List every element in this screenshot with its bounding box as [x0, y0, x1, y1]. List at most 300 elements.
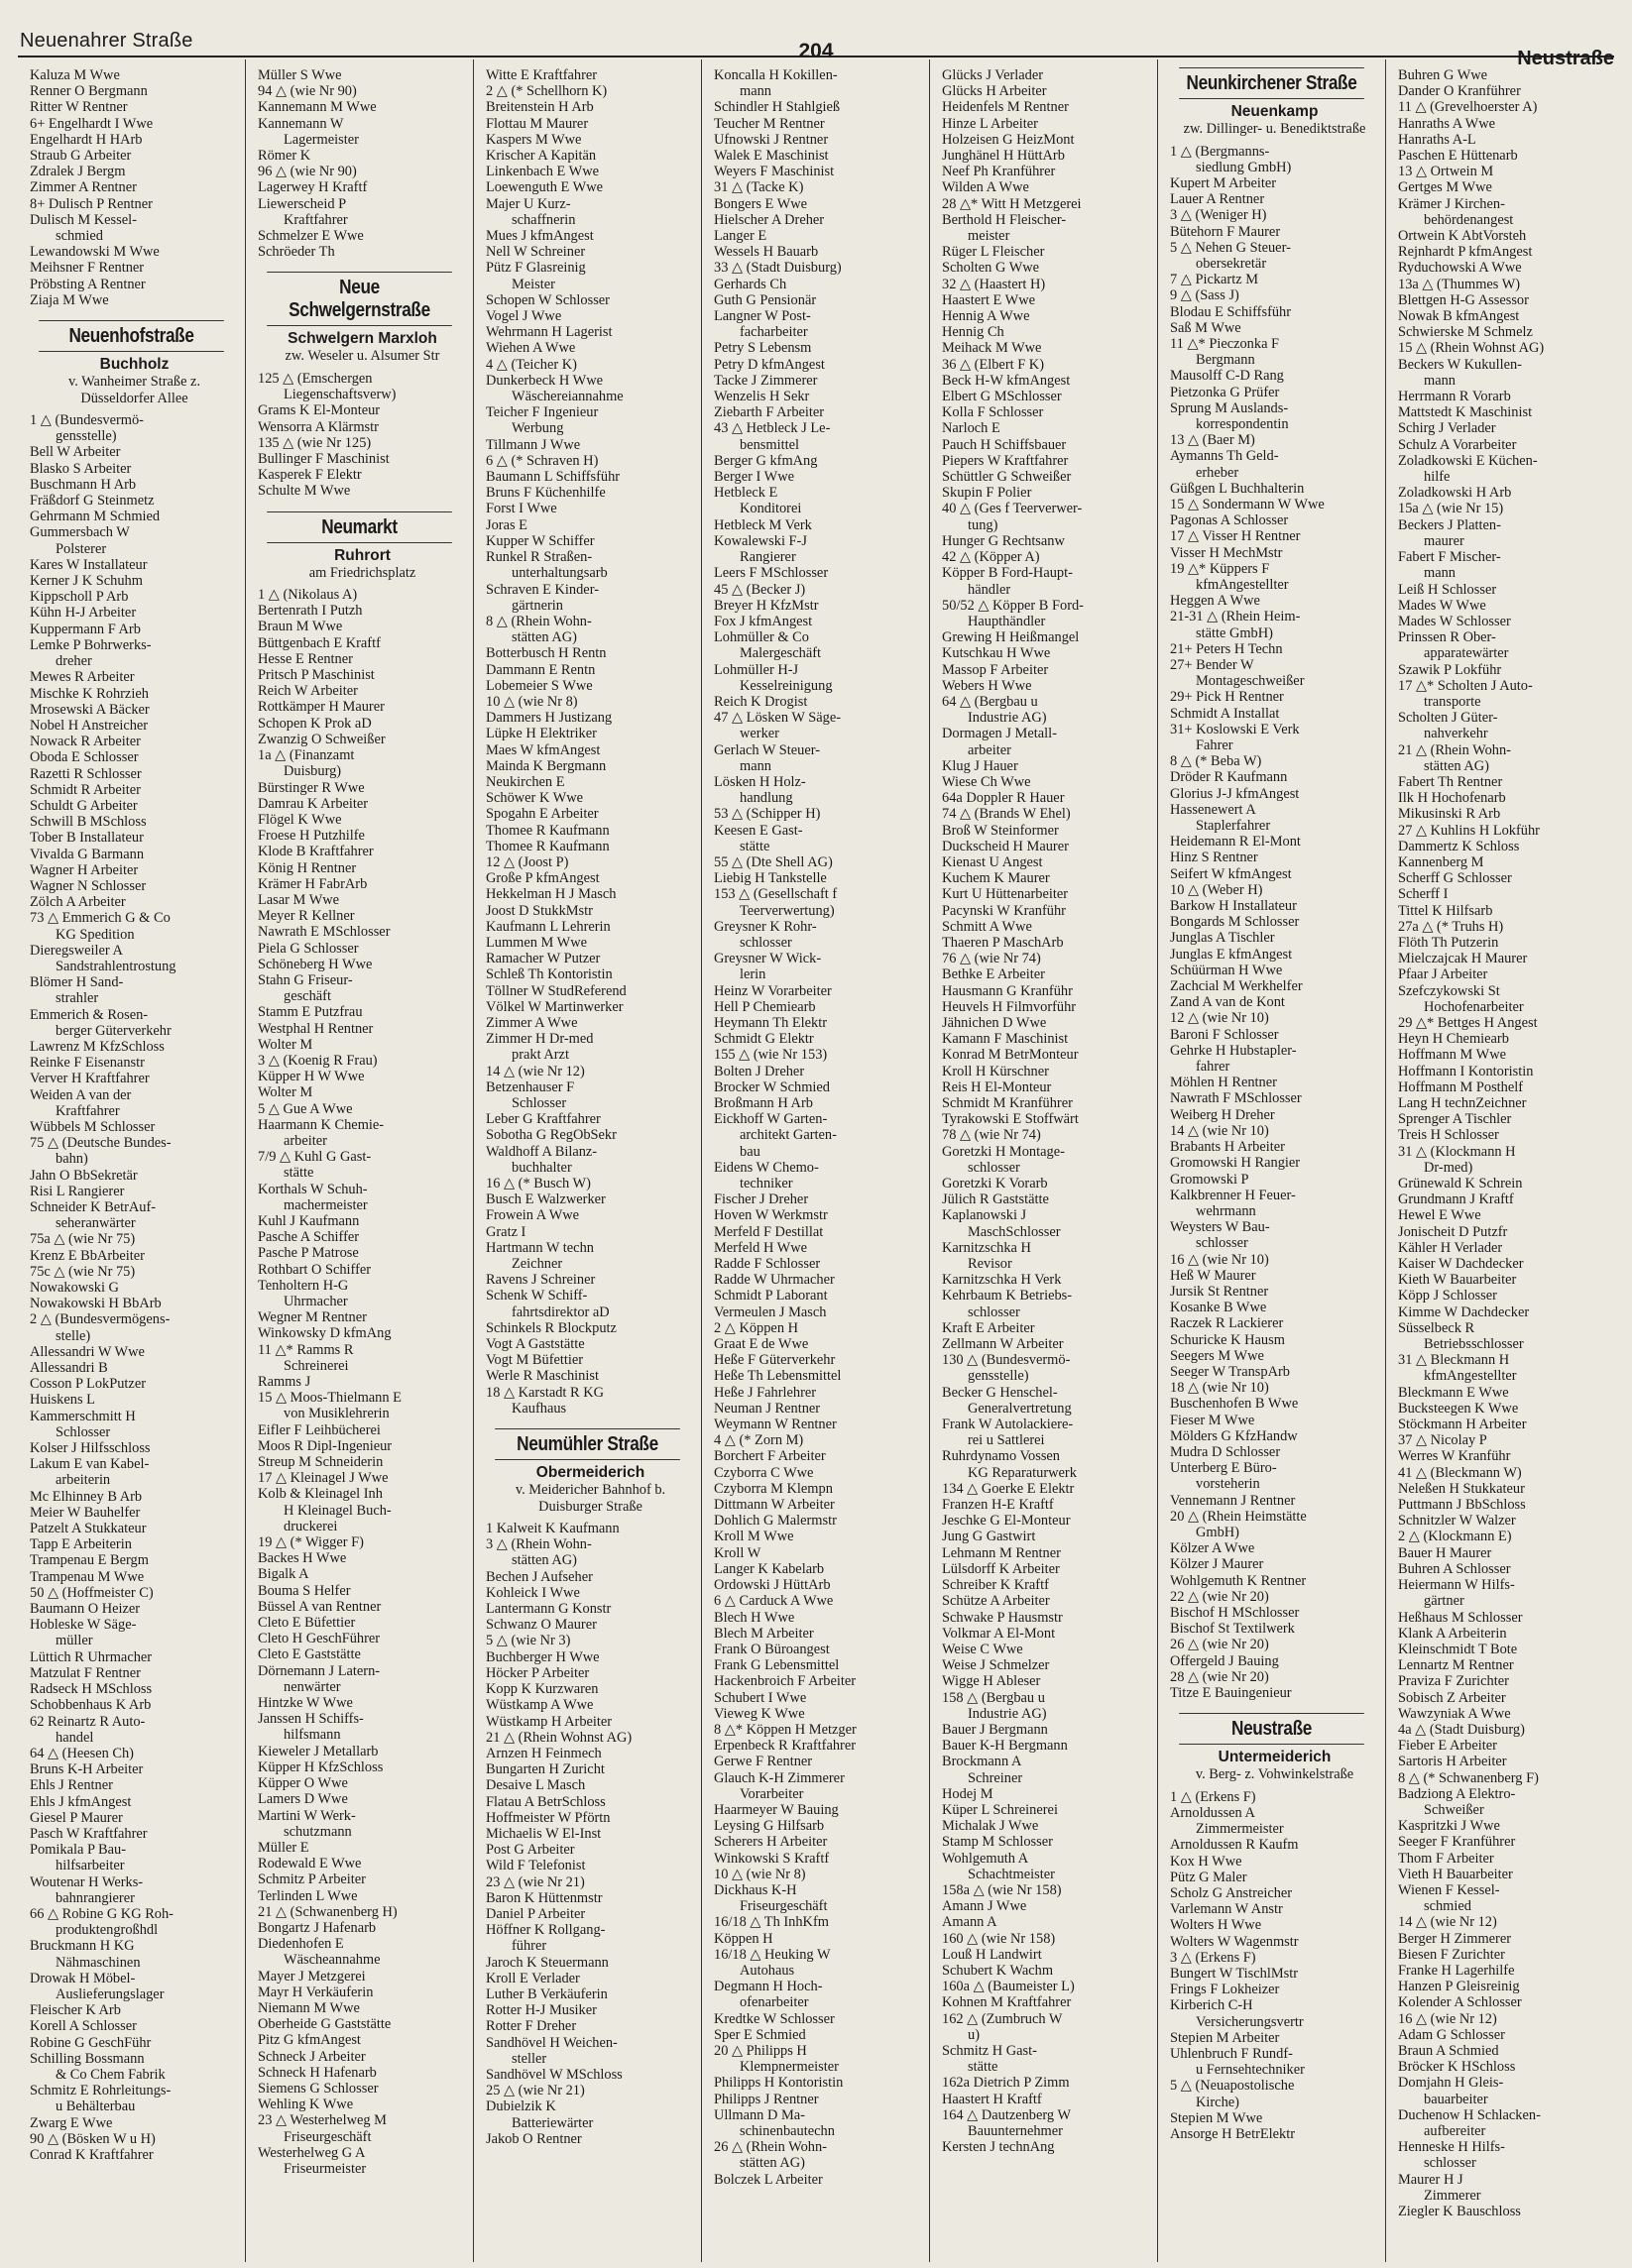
entry-continuation: Klempnermeister [740, 2059, 839, 2076]
directory-entry: 15 △ (Rhein Wohnst AG) [1398, 340, 1545, 357]
entry-continuation: gensstelle) [968, 1368, 1029, 1385]
directory-entry: Schwill B MSchloss [30, 814, 147, 831]
directory-entry: Amann A [942, 1914, 997, 1931]
directory-entry: 26 △ (wie Nr 20) [1170, 1637, 1269, 1653]
directory-entry: Mainda K Bergmann [486, 757, 607, 774]
directory-entry: 11 △ (Grevelhoerster A) [1398, 99, 1538, 116]
directory-entry: Pröbsting A Rentner [30, 276, 146, 292]
directory-entry: Trampenau M Wwe [30, 1568, 145, 1585]
entry-continuation: Industrie AG) [968, 710, 1047, 727]
directory-entry: Mikusinski R Arb [1398, 806, 1501, 823]
directory-entry: Froese H Putzhilfe [258, 828, 365, 845]
directory-entry: Schneck H Hafenarb [258, 2064, 377, 2081]
entry-continuation: Bauunternehmer [968, 2123, 1063, 2139]
directory-entry: Heuvels H Filmvorführ [942, 998, 1077, 1015]
directory-entry: Radde W Uhrmacher [714, 1272, 835, 1289]
directory-entry: Bauer K-H Bergmann [942, 1738, 1068, 1755]
entry-continuation: stätten AG) [740, 2155, 805, 2172]
directory-entry: Paschen E Hüttenarb [1398, 148, 1518, 165]
directory-entry: Jeschke G El-Monteur [942, 1513, 1071, 1530]
entry-continuation: Schreinerei [284, 1357, 349, 1374]
directory-entry: Schwierske M Schmelz [1398, 324, 1533, 341]
directory-entry: Schindler H Stahlgieß [714, 99, 841, 116]
directory-entry: Borchert F Arbeiter [714, 1448, 826, 1465]
directory-entry: Heyn H Chemiearb [1398, 1031, 1509, 1048]
directory-entry: 162 △ (Zumbruch W [942, 2010, 1063, 2027]
directory-entry: Spogahn E Arbeiter [486, 806, 599, 823]
directory-entry: Schwanz O Maurer [486, 1617, 597, 1634]
entry-continuation: mann [1424, 372, 1456, 389]
street-heading: Neumühler Straße [495, 1428, 680, 1460]
directory-entry: Bruckmann H KG [30, 1938, 135, 1955]
entry-continuation: schlosser [968, 1159, 1020, 1176]
directory-entry: Wolters H Wwe [1170, 1917, 1262, 1934]
directory-entry: Beckers W Kukullen- [1398, 356, 1522, 373]
directory-entry: Jaroch K Steuermann [486, 1954, 609, 1971]
directory-entry: Meihack M Wwe [942, 340, 1042, 357]
directory-entry: Blodau E Schiffsführ [1170, 303, 1292, 320]
directory-entry: 17 △ Visser H Rentner [1170, 528, 1301, 545]
directory-entry: 16 △ (* Busch W) [486, 1176, 591, 1192]
directory-entry: Konrad M BetrMonteur [942, 1047, 1079, 1064]
directory-entry: 27a △ (* Truhs H) [1398, 918, 1504, 935]
directory-entry: 162a Dietrich P Zimm [942, 2075, 1070, 2092]
entry-continuation: MaschSchlosser [968, 1223, 1061, 1240]
directory-entry: Seegers M Wwe [1170, 1347, 1264, 1364]
directory-entry: Mrosewski A Bäcker [30, 701, 150, 718]
directory-entry: Schleß Th Kontoristin [486, 966, 613, 983]
directory-entry: 27 △ Kuhlins H Lokführ [1398, 822, 1540, 839]
directory-entry: Lösken H Holz- [714, 773, 806, 790]
directory-entry: Lauer A Rentner [1170, 191, 1265, 208]
directory-entry: Völkel W Martinwerker [486, 998, 624, 1015]
directory-entry: Bongartz J Hafenarb [258, 1919, 377, 1936]
directory-entry: Schenk W Schiff- [486, 1288, 588, 1304]
directory-entry: Arnoldussen A [1170, 1804, 1255, 1821]
directory-entry: Neuman J Rentner [714, 1400, 821, 1417]
directory-entry: 5 △ Gue A Wwe [258, 1100, 353, 1117]
directory-entry: 160 △ (wie Nr 158) [942, 1930, 1056, 1947]
column-3 [474, 59, 702, 2262]
directory-entry: Fischer J Dreher [714, 1191, 809, 1208]
entry-continuation: Betriebsschlosser [1424, 1336, 1524, 1353]
directory-entry: Bongards M Schlosser [1170, 914, 1300, 931]
directory-entry: Niemann M Wwe [258, 1999, 360, 2016]
entry-continuation: schlosser [740, 934, 792, 951]
directory-entry: Blech H Wwe [714, 1609, 795, 1626]
directory-entry: 1a △ (Finanzamt [258, 747, 355, 764]
entry-continuation: seheranwärter [56, 1215, 136, 1232]
directory-entry: Dubielzik K [486, 2098, 556, 2115]
directory-entry: Rotter H-J Musiker [486, 2002, 597, 2019]
directory-entry: Sobisch Z Arbeiter [1398, 1689, 1506, 1706]
directory-entry: Bolczek L Arbeiter [714, 2171, 823, 2188]
directory-entry: Blettgen H-G Assessor [1398, 291, 1529, 308]
directory-entry: Hanraths A-L [1398, 131, 1476, 148]
entry-continuation: Kesselreinigung [740, 677, 833, 694]
directory-columns [18, 59, 1614, 2262]
directory-entry: Woutenar H Werks- [30, 1873, 144, 1890]
district-name: Neuenkamp [1230, 103, 1319, 120]
directory-entry: Mades W Wwe [1398, 597, 1486, 614]
directory-entry: Gertges M Wwe [1398, 179, 1492, 196]
directory-entry: Frank W Autolackiere- [942, 1417, 1074, 1433]
directory-entry: Klank A Arbeiterin [1398, 1625, 1507, 1642]
directory-entry: Unterberg E Büro- [1170, 1460, 1277, 1477]
directory-entry: 16 △ (wie Nr 12) [1398, 2010, 1497, 2027]
directory-entry: Kersten J technAng [942, 2139, 1055, 2156]
directory-entry: Weiberg H Dreher [1170, 1106, 1275, 1123]
directory-entry: Lang H technZeichner [1398, 1095, 1527, 1111]
directory-entry: Schröeder Th [258, 244, 335, 261]
directory-entry: Grewing H Heißmangel [942, 629, 1080, 646]
directory-entry: Flöth Th Putzerin [1398, 934, 1499, 951]
directory-entry: Zölch A Arbeiter [30, 894, 126, 911]
entry-continuation: schlosser [968, 1304, 1020, 1320]
entry-continuation: H Kleinagel Buch- [284, 1502, 392, 1519]
entry-continuation: stätten AG) [1424, 757, 1489, 774]
entry-continuation: stätte [740, 838, 770, 854]
directory-entry: Ziebarth F Arbeiter [714, 404, 825, 421]
directory-entry: Dammertz K Schloss [1398, 838, 1520, 854]
entry-continuation: Malergeschäft [740, 645, 822, 662]
entry-continuation: meister [968, 228, 1010, 245]
directory-entry: Dulisch M Kessel- [30, 211, 137, 228]
directory-entry: Straub G Arbeiter [30, 148, 132, 165]
entry-continuation: rei u Sattlerei [968, 1432, 1045, 1449]
directory-entry: Stepien M Arbeiter [1170, 2029, 1280, 2046]
entry-continuation: Generalvertretung [968, 1400, 1072, 1417]
directory-entry: 21 △ (Rhein Wohnst AG) [486, 1729, 633, 1746]
entry-continuation: Montageschweißer [1196, 673, 1305, 690]
directory-entry: Kolender A Schlosser [1398, 1994, 1522, 2011]
entry-continuation: schutzmann [284, 1823, 352, 1840]
directory-entry: Daniel P Arbeiter [486, 1905, 586, 1922]
directory-entry: Küpper H W Wwe [258, 1069, 365, 1085]
column-2 [246, 59, 474, 2262]
directory-entry: Szawik P Lokführ [1398, 661, 1502, 678]
directory-entry: Bauer J Bergmann [942, 1721, 1048, 1738]
directory-entry: Ravens J Schreiner [486, 1272, 596, 1289]
entry-continuation: strahler [56, 990, 99, 1007]
directory-entry: Duckscheid H Maurer [942, 838, 1069, 854]
directory-entry: Frings F Lokheizer [1170, 1982, 1280, 1998]
entry-continuation: Friseurgeschäft [740, 1898, 828, 1915]
directory-entry: Zimmer A Rentner [30, 179, 137, 196]
directory-entry: Tillmann J Wwe [486, 436, 581, 453]
directory-entry: Mielczajcak H Maurer [1398, 951, 1528, 967]
directory-entry: 42 △ (Köpper A) [942, 549, 1040, 566]
directory-entry: 3 △ (Koenig R Frau) [258, 1052, 378, 1069]
directory-entry: Pütz G Maler [1170, 1869, 1247, 1885]
directory-entry: Verver H Kraftfahrer [30, 1071, 150, 1087]
directory-entry: Blech M Arbeiter [714, 1625, 814, 1642]
entry-continuation: Schlosser [512, 1095, 567, 1111]
directory-entry: Philipps J Rentner [714, 2091, 819, 2107]
directory-entry: Buchberger H Wwe [486, 1648, 600, 1665]
directory-entry: Uhlenbruch F Rundf- [1170, 2045, 1293, 2062]
directory-entry: Vogt M Büfettier [486, 1352, 584, 1369]
directory-entry: Lüpke H Elektriker [486, 726, 597, 742]
entry-continuation: Wäschereiannahme [512, 389, 624, 405]
directory-entry: 5 △ (Neuapostolische [1170, 2078, 1295, 2095]
entry-continuation: Kraftfahrer [284, 211, 348, 228]
entry-continuation: druckerei [284, 1518, 338, 1534]
directory-entry: Wübbels M Schlosser [30, 1118, 156, 1135]
directory-entry: Dormagen J Metall- [942, 726, 1057, 742]
directory-entry: Luther B Verkäuferin [486, 1985, 608, 2002]
directory-entry: Schobbenhaus K Arb [30, 1697, 152, 1714]
directory-entry: Lobemeier S Wwe [486, 677, 593, 694]
entry-continuation: hilfsmann [284, 1727, 341, 1744]
directory-entry: Thaeren P MaschArb [942, 934, 1064, 951]
entry-continuation: bensmittel [740, 436, 799, 453]
directory-entry: Franke H Lagerhilfe [1398, 1962, 1515, 1979]
directory-entry: Wüstkamp H Arbeiter [486, 1713, 613, 1730]
entry-continuation: nahverkehr [1424, 726, 1488, 742]
directory-entry: Kippscholl P Arb [30, 589, 129, 606]
directory-entry: Schnitzler W Walzer [1398, 1513, 1516, 1530]
directory-entry: Liewerscheid P [258, 195, 347, 212]
directory-entry: 3 △ (Weniger H) [1170, 207, 1267, 224]
directory-entry: Kieth W Bauarbeiter [1398, 1272, 1517, 1289]
directory-entry: Mades W Schlosser [1398, 613, 1511, 629]
directory-entry: Tapp E Arbeiterin [30, 1536, 132, 1553]
directory-entry: 155 △ (wie Nr 153) [714, 1047, 828, 1064]
directory-entry: Reich K Drogist [714, 693, 808, 710]
street-heading: Neue Schwelgernstraße [267, 272, 452, 326]
directory-entry: Eidens W Chemo- [714, 1159, 819, 1176]
directory-entry: Keesen E Gast- [714, 822, 803, 839]
directory-entry: Michaelis W El-Inst [486, 1825, 602, 1842]
directory-entry: 66 △ Robine G KG Roh- [30, 1905, 174, 1922]
directory-entry: Korell A Schlosser [30, 2018, 137, 2035]
directory-entry: 9 △ (Sass J) [1170, 287, 1239, 304]
directory-entry: 8+ Dulisch P Rentner [30, 195, 153, 212]
directory-entry: Erpenbeck R Kraftfahrer [714, 1738, 857, 1755]
directory-entry: Joost D StukkMstr [486, 902, 593, 919]
directory-entry: Sprenger A Tischler [1398, 1111, 1512, 1128]
directory-entry: Römer K [258, 148, 311, 165]
entry-continuation: vorsteherin [1196, 1476, 1260, 1493]
directory-entry: Wohlgemuth K Rentner [1170, 1572, 1307, 1589]
directory-entry: Mölders G KfzHandw [1170, 1427, 1298, 1444]
directory-entry: Herrmann R Vorarb [1398, 389, 1511, 405]
entry-continuation: lerin [740, 966, 766, 983]
directory-entry: Neukirchen E [486, 773, 565, 790]
directory-entry: Allessandri B [30, 1360, 108, 1377]
directory-entry: Langer K Kabelarb [714, 1560, 825, 1577]
directory-entry: Dander O Kranführer [1398, 83, 1521, 100]
directory-entry: Schuricke K Hausm [1170, 1331, 1285, 1348]
directory-entry: Schmidt R Arbeiter [30, 781, 141, 798]
directory-entry: Gehrmann M Schmied [30, 509, 161, 525]
directory-entry: Robine G GeschFühr [30, 2034, 152, 2051]
directory-entry: Pritsch P Maschinist [258, 667, 375, 684]
district-name: Buchholz [99, 356, 170, 374]
directory-entry: Massop F Arbeiter [942, 661, 1049, 678]
directory-entry: Saß M Wwe [1170, 319, 1241, 336]
directory-entry: Ehls J Rentner [30, 1777, 113, 1794]
directory-entry: Dittmann W Arbeiter [714, 1497, 835, 1514]
directory-entry: Leysing G Hilfsarb [714, 1818, 825, 1835]
district-name: Obermeiderich [535, 1464, 645, 1482]
directory-entry: Scherff I [1398, 886, 1449, 903]
directory-entry: Pasche P Matrose [258, 1245, 359, 1262]
directory-entry: Bechen J Aufseher [486, 1568, 593, 1585]
column-4 [702, 59, 930, 2262]
directory-entry: Kieweler J Metallarb [258, 1743, 379, 1759]
entry-continuation: Sandstrahlentrostung [56, 958, 176, 974]
directory-entry: 64 △ (Heesen Ch) [30, 1745, 134, 1761]
directory-entry: 160a △ (Baumeister L) [942, 1979, 1075, 1995]
directory-entry: Hoven W Werkmstr [714, 1207, 828, 1224]
directory-entry: Lüttich R Uhrmacher [30, 1648, 153, 1665]
directory-entry: Kannemann M Wwe [258, 99, 377, 116]
directory-entry: Dröder R Kaufmann [1170, 769, 1288, 786]
directory-entry: Kirberich C-H [1170, 1997, 1253, 2014]
directory-entry: Sper E Schmied [714, 2026, 806, 2043]
directory-entry: Bucksteegen K Wwe [1398, 1400, 1519, 1417]
street-range: v. Wanheimer Straße z. Düsseldorfer Allee [67, 374, 201, 406]
directory-entry: Rothbart O Schiffer [258, 1261, 372, 1278]
directory-entry: 12 △ (Joost P) [486, 853, 569, 870]
directory-entry: Güßgen L Buchhalterin [1170, 480, 1305, 497]
directory-entry: Thom F Arbeiter [1398, 1850, 1494, 1867]
directory-entry: Becker G Henschel- [942, 1384, 1058, 1401]
directory-entry: Dohlich G Malermstr [714, 1513, 837, 1530]
directory-entry: Kredtke W Schlosser [714, 2010, 835, 2027]
entry-continuation: schinenbautechn [740, 2123, 835, 2139]
entry-continuation: siedlung GmbH) [1196, 159, 1292, 175]
directory-entry: Vieth H Bauarbeiter [1398, 1866, 1513, 1882]
directory-entry: Gerhards Ch [714, 276, 787, 292]
directory-entry: Blasko S Arbeiter [30, 460, 132, 477]
directory-entry: Trampenau E Bergm [30, 1552, 149, 1569]
directory-entry: Biesen F Zurichter [1398, 1946, 1505, 1963]
entry-continuation: Autohaus [740, 1962, 795, 1979]
directory-entry: Vennemann J Rentner [1170, 1492, 1296, 1509]
entry-continuation: Zimmerer [1424, 2187, 1481, 2204]
street-heading: Neunkirchener Straße [1179, 67, 1364, 99]
directory-entry: Louß H Landwirt [942, 1946, 1042, 1963]
directory-entry: Reis H El-Monteur [942, 1078, 1052, 1095]
directory-entry: 4a △ (Stadt Duisburg) [1398, 1721, 1525, 1738]
directory-entry: Nawrath E MSchlosser [258, 924, 391, 941]
directory-entry: Hassenewert A [1170, 801, 1256, 818]
directory-entry: Wagner H Arbeiter [30, 861, 139, 878]
directory-entry: Hanraths A Wwe [1398, 115, 1496, 132]
directory-entry: Cleto H GeschFührer [258, 1631, 381, 1647]
directory-entry: Fabert Th Rentner [1398, 773, 1503, 790]
entry-continuation: mann [740, 757, 771, 774]
directory-entry: Forst I Wwe [486, 501, 557, 517]
entry-continuation: gensstelle) [56, 428, 117, 445]
directory-entry: 10 △ (Weber H) [1170, 881, 1263, 898]
directory-entry: Stamm E Putzfrau [258, 1004, 363, 1021]
directory-entry: 76 △ (wie Nr 74) [942, 951, 1041, 967]
directory-entry: Werres W Kranführ [1398, 1448, 1511, 1465]
directory-entry: Dammers H Justizang [486, 710, 613, 727]
directory-entry: Beck H-W kfmAngest [942, 372, 1071, 389]
directory-entry: Loewenguth E Wwe [486, 179, 604, 196]
entry-continuation: Hochofenarbeiter [1424, 998, 1524, 1015]
entry-continuation: kfmAngestellter [1424, 1368, 1517, 1385]
directory-entry: Bruns F Küchenhilfe [486, 485, 606, 502]
directory-entry: Schuldt G Arbeiter [30, 797, 138, 814]
entry-continuation: führer [512, 1938, 547, 1955]
directory-entry: Lülsdorff K Arbeiter [942, 1560, 1060, 1577]
directory-entry: 10 △ (wie Nr 8) [714, 1866, 806, 1882]
directory-entry: Schöwer K Wwe [486, 790, 584, 807]
directory-entry: Berthold H Fleischer- [942, 211, 1067, 228]
entry-continuation: schmied [56, 228, 103, 245]
directory-entry: Glauch K-H Zimmerer [714, 1769, 845, 1786]
directory-entry: Schubert K Wachm [942, 1962, 1054, 1979]
directory-entry: Heggen A Wwe [1170, 593, 1260, 610]
entry-continuation: werker [740, 726, 779, 742]
directory-entry: Schirg J Verlader [1398, 420, 1496, 437]
directory-entry: Mattstedt K Maschinist [1398, 404, 1533, 421]
directory-entry: Piela G Schlosser [258, 940, 359, 957]
directory-entry: Raczek R Lackierer [1170, 1315, 1284, 1332]
directory-entry: 18 △ Karstadt R KG [486, 1384, 604, 1401]
directory-entry: Nobel H Anstreicher [30, 717, 149, 734]
directory-entry: Glücks J Verlader [942, 67, 1044, 83]
directory-entry: Große P kfmAngest [486, 870, 600, 887]
directory-entry: 18 △ (wie Nr 10) [1170, 1380, 1269, 1397]
directory-entry: Krämer J Kirchen- [1398, 195, 1505, 212]
directory-entry: Arnzen H Feinmech [486, 1745, 602, 1761]
entry-continuation: handlung [740, 790, 793, 807]
directory-entry: Berger I Wwe [714, 469, 794, 486]
directory-entry: Czyborra M Klempn [714, 1480, 833, 1497]
directory-entry: Broßmann H Arb [714, 1095, 813, 1111]
directory-entry: Scholten J Güter- [1398, 710, 1498, 727]
street-range: v. Meidericher Bahnhof b. Duisburger Straße [515, 1482, 666, 1515]
directory-entry: 125 △ (Emschergen [258, 370, 373, 387]
directory-entry: 47 △ Lösken W Säge- [714, 710, 842, 727]
directory-entry: Mausolff C-D Rang [1170, 368, 1284, 385]
directory-entry: Fleischer K Arb [30, 2002, 121, 2019]
directory-entry: Schmelzer E Wwe [258, 228, 364, 245]
directory-entry: Bertenrath I Putzh [258, 603, 363, 620]
entry-continuation: arbeiter [284, 1132, 327, 1149]
directory-entry: Streup M Schneiderin [258, 1454, 384, 1471]
directory-entry: Korthals W Schuh- [258, 1181, 368, 1197]
directory-entry: Eifler F Leihbücherei [258, 1421, 381, 1438]
directory-entry: Buhren G Wwe [1398, 67, 1488, 83]
entry-continuation: schmied [1424, 1898, 1471, 1915]
entry-continuation: wehrmann [1196, 1202, 1256, 1219]
directory-entry: Greysner K Rohr- [714, 918, 817, 935]
directory-entry: Varlemann W Anstr [1170, 1901, 1283, 1918]
directory-entry: Heinz W Vorarbeiter [714, 982, 832, 999]
directory-entry: Heße F Güterverkehr [714, 1352, 836, 1369]
directory-entry: Scherers H Arbeiter [714, 1834, 828, 1851]
directory-entry: Haastert H Kraftf [942, 2091, 1042, 2107]
directory-entry: Leiß H Schlosser [1398, 581, 1497, 598]
entry-continuation: hilfe [1424, 469, 1451, 486]
directory-entry: Schmidt M Kranführer [942, 1095, 1073, 1111]
entry-continuation: transporte [1424, 693, 1481, 710]
directory-entry: Kroll W [714, 1544, 761, 1561]
directory-entry: Vogel J Wwe [486, 308, 562, 325]
directory-entry: Hetbleck E [714, 485, 778, 502]
directory-entry: Wolter M [258, 1036, 313, 1053]
directory-entry: Krischer A Kapitän [486, 148, 597, 165]
directory-entry: Wiehen A Wwe [486, 340, 576, 357]
